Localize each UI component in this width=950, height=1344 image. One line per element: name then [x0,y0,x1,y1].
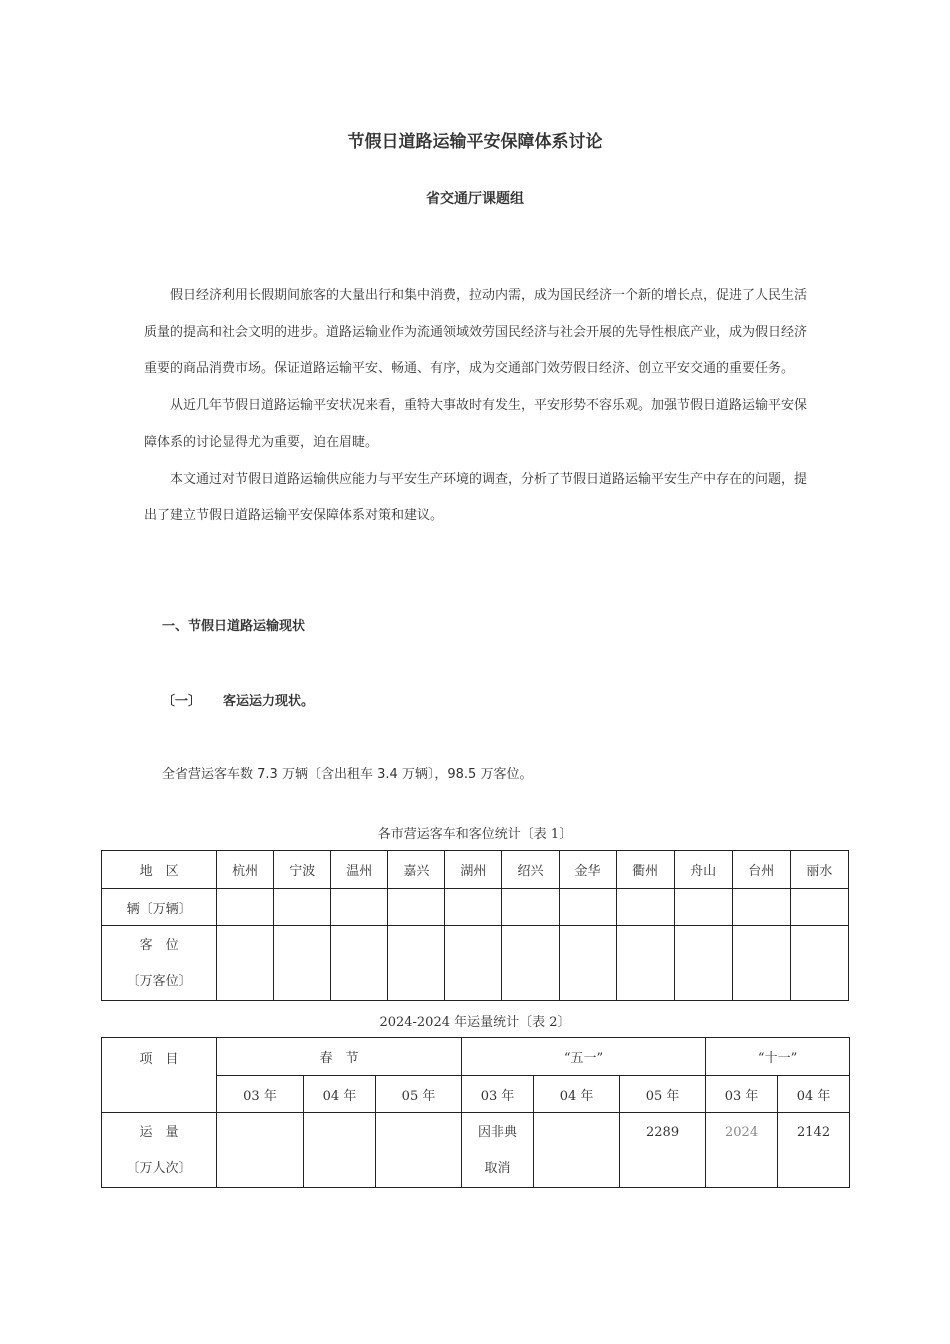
empty-cell [388,889,445,926]
stat-line: 全省营运客车数 7.3 万辆〔含出租车 3.4 万辆〕，98.5 万客位。 [162,767,533,782]
empty-cell [674,926,732,1001]
row-label-line: 运 量 [139,1125,179,1140]
group-header-cell: “十一” [706,1038,850,1076]
table2-traffic-volume [101,1037,850,1188]
empty-cell [217,926,274,1001]
empty-cell [274,926,331,1001]
row-label-line: 客 位 [139,938,179,953]
empty-cell [732,889,790,926]
city-cell: 丽水 [790,851,848,889]
table-row [102,1038,850,1076]
city-cell: 温州 [331,851,388,889]
year-cell: 05 年 [376,1076,462,1113]
document-body [144,278,808,535]
city-cell: 舟山 [674,851,732,889]
empty-cell [445,926,502,1001]
city-cell: 宁波 [274,851,331,889]
year-cell: 03 年 [217,1076,304,1113]
row-label-line: 〔万人次〕 [126,1161,192,1176]
empty-cell [559,889,616,926]
empty-cell [559,926,616,1001]
city-cell: 金华 [559,851,616,889]
empty-cell [331,889,388,926]
table-header-cell: 项 目 [102,1038,217,1113]
empty-cell [674,889,732,926]
city-cell: 杭州 [217,851,274,889]
empty-cell [376,1113,462,1188]
empty-cell [616,926,674,1001]
empty-cell [534,1113,620,1188]
table-header-cell: 地 区 [102,851,217,889]
row-label-line: 〔万客位〕 [126,974,192,989]
group-header-cell: “五一” [462,1038,706,1076]
subsection-title: 客运运力现状。 [223,694,315,709]
document-author: 省交通厅课题组 [426,191,524,207]
value-cell: 2142 [778,1113,850,1188]
city-cell: 台州 [732,851,790,889]
row-label-cell [102,1113,217,1188]
empty-cell [331,926,388,1001]
row-label-cell: 辆〔万辆〕 [102,889,217,926]
year-cell: 05 年 [620,1076,706,1113]
empty-cell [616,889,674,926]
table-row [102,851,849,889]
value-line: 因非典 [478,1125,518,1140]
empty-cell [304,1113,376,1188]
empty-cell [388,926,445,1001]
empty-cell [217,889,274,926]
table1-vehicles-seats [101,850,849,1001]
section-heading: 一、节假日道路运输现状 [162,619,306,634]
paragraph: 本文通过对节假日道路运输供应能力与平安生产环境的调查，分析了节假日道路运输平安生产中存在的问题，提出了建立节假日道路运输平安保障体系对策和建议。 [144,471,808,524]
empty-cell [217,1113,304,1188]
city-cell: 绍兴 [502,851,559,889]
table-row [102,1113,850,1188]
table2-caption: 2024-2024 年运量统计〔表 2〕 [379,1015,571,1030]
value-cell: 2289 [620,1113,706,1188]
paragraph: 从近几年节假日道路运输平安状况来看，重特大事故时有发生，平安形势不容乐观。加强节假日道路运输平安保障体系的讨论显得尤为重要，迫在眉睫。 [144,398,808,450]
city-cell: 嘉兴 [388,851,445,889]
empty-cell [502,926,559,1001]
paragraph: 假日经济利用长假期间旅客的大量出行和集中消费，拉动内需，成为国民经济一个新的增长点，促进了人民生活质量的提高和社会文明的进步。道路运输业作为流通领域效劳国民经济与社会开展的先导性根底产业，成为假日经济重要的商品消费市场。保证道路运输平安、畅通、有序，成为交通部门效劳假日经济、创立平安交通的重要任务。 [144,288,808,377]
city-cell: 衢州 [616,851,674,889]
empty-cell [790,926,848,1001]
empty-cell [445,889,502,926]
table-row [102,926,849,1001]
document-title: 节假日道路运输平安保障体系讨论 [347,132,603,152]
empty-cell [274,889,331,926]
value-cell [462,1113,534,1188]
empty-cell [732,926,790,1001]
table1-caption: 各市营运客车和客位统计〔表 1〕 [377,827,573,842]
empty-cell [790,889,848,926]
year-cell: 04 年 [304,1076,376,1113]
empty-cell [502,889,559,926]
year-cell: 03 年 [706,1076,778,1113]
value-cell: 2024 [706,1113,778,1188]
group-header-cell: 春 节 [217,1038,462,1076]
table-row [102,889,849,926]
year-cell: 04 年 [534,1076,620,1113]
subsection-number: 〔一〕 [162,694,202,709]
year-cell: 03 年 [462,1076,534,1113]
year-cell: 04 年 [778,1076,850,1113]
value-line: 取消 [484,1161,511,1176]
city-cell: 湖州 [445,851,502,889]
subsection-heading [162,690,314,709]
row-label-cell [102,926,217,1001]
